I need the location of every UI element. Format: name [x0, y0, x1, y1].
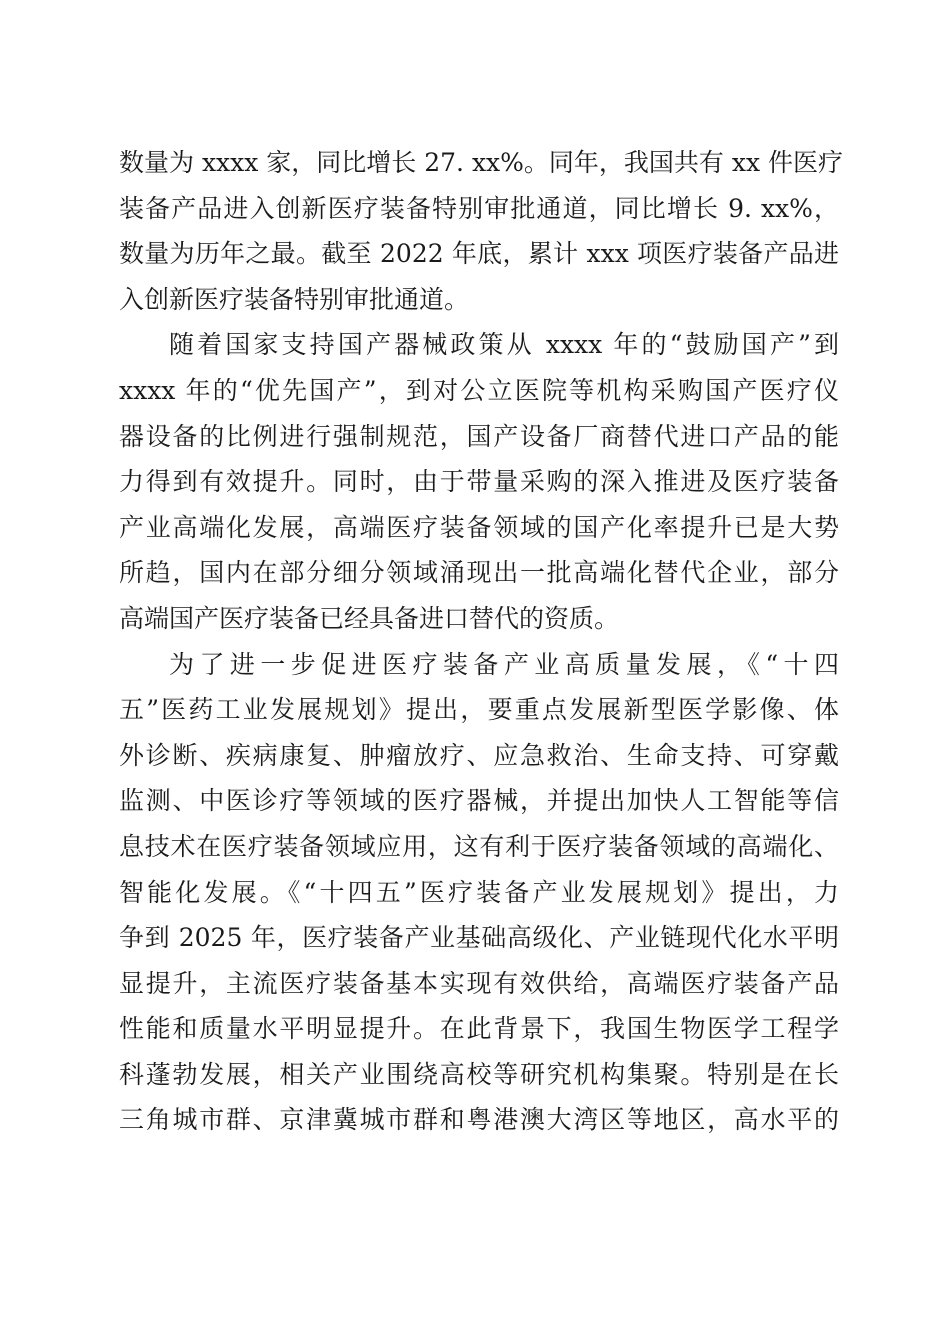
paragraph-1 — [119, 140, 843, 322]
text-line: 性能和质量水平明显提升。在此背景下，我国生物医学工程学 — [119, 1014, 839, 1044]
text-line: 器设备的比例进行强制规范，国产设备厂商替代进口产品的能 — [119, 421, 839, 451]
text-line: 息技术在医疗装备领域应用，这有利于医疗装备领域的高端化、 — [119, 831, 839, 861]
text-line: 智能化发展。《“十四五”医疗装备产业发展规划》提出，力 — [119, 877, 839, 907]
text-line: 产业高端化发展，高端医疗装备领域的国产化率提升已是大势 — [119, 512, 839, 542]
text-line: 科蓬勃发展，相关产业围绕高校等研究机构集聚。特别是在长 — [119, 1059, 839, 1089]
document-body — [119, 140, 843, 1143]
text-line: 显提升，主流医疗装备基本实现有效供给，高端医疗装备产品 — [119, 968, 839, 998]
text-line: 争到 2025 年，医疗装备产业基础高级化、产业链现代化水平明 — [119, 923, 839, 953]
text-line: xxxx 年的“优先国产”，到对公立医院等机构采购国产医疗仪 — [119, 375, 839, 405]
text-line: 所趋，国内在部分细分领域涌现出一批高端化替代企业，部分 — [119, 558, 839, 588]
text-line: 为了进一步促进医疗装备产业高质量发展，《“十四 — [169, 649, 839, 679]
paragraph-2 — [119, 322, 839, 641]
text-line: 外诊断、疾病康复、肿瘤放疗、应急救治、生命支持、可穿戴 — [119, 740, 839, 770]
text-line: 入创新医疗装备特别审批通道。 — [119, 284, 470, 314]
text-line: 装备产品进入创新医疗装备特别审批通道，同比增长 9. xx%， — [119, 193, 839, 223]
text-line: 高端国产医疗装备已经具备进口替代的资质。 — [119, 603, 620, 633]
paragraph-3 — [119, 642, 839, 1144]
text-line: 随着国家支持国产器械政策从 xxxx 年的“鼓励国产”到 — [169, 330, 839, 360]
text-line: 三角城市群、京津冀城市群和粤港澳大湾区等地区，高水平的 — [119, 1105, 839, 1135]
text-line: 数量为历年之最。截至 2022 年底，累计 xxx 项医疗装备产品进 — [119, 239, 839, 269]
text-line: 监测、中医诊疗等领域的医疗器械，并提出加快人工智能等信 — [119, 786, 839, 816]
text-line: 力得到有效提升。同时，由于带量采购的深入推进及医疗装备 — [119, 467, 839, 497]
text-line: 数量为 xxxx 家，同比增长 27. xx%。同年，我国共有 xx 件医疗 — [119, 148, 843, 177]
text-line: 五”医药工业发展规划》提出，要重点发展新型医学影像、体 — [119, 695, 839, 725]
